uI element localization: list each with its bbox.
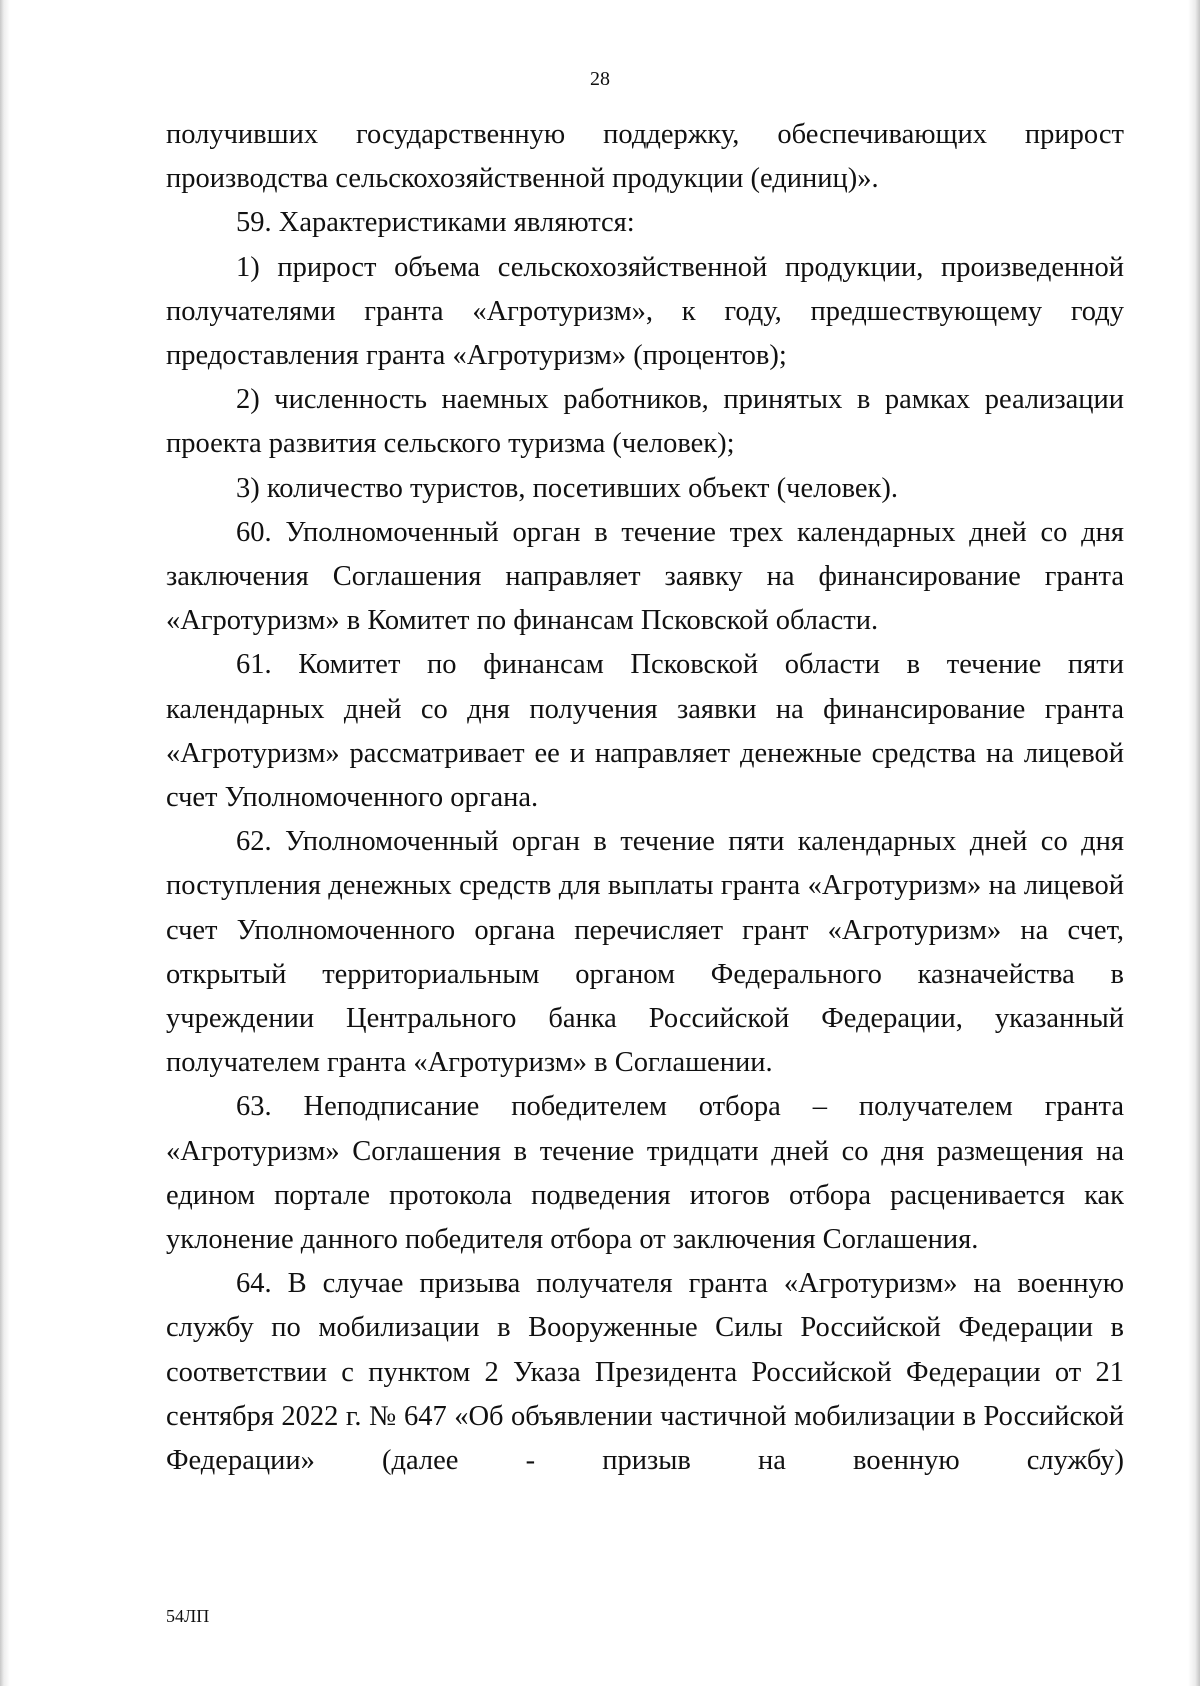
paragraph-62: 62. Уполномоченный орган в течение пяти календарных дней со дня поступления денежных средств для выплаты гранта «Агротуризм» на лицевой счет Уполномоченного органа перечисляет грант «Агротуризм» на счет, открытый территориальным органом Федерального казначейства в учреждении Центрального банка Российской Федерации, указанный получателем гранта «Агротуризм» в Соглашении. [166, 826, 1124, 1079]
document-code: 54ЛП [166, 1606, 210, 1626]
paragraph-63: 63. Неподписание победителем отбора – получателем гранта «Агротуризм» Соглашения в течение тридцати дней со дня размещения на едином портале протокола подведения итогов отбора расценивается как уклонение данного победителя отбора от заключения Соглашения. [166, 1091, 1124, 1256]
paragraph-59-item-2: 2) численность наемных работников, принятых в рамках реализации проекта развития сельского туризма (человек); [166, 384, 1124, 460]
paragraph-continuation: получивших государственную поддержку, обеспечивающих прирост производства сельскохозяйственной продукции (единиц)». [166, 119, 1124, 195]
paragraph-60: 60. Уполномоченный орган в течение трех календарных дней со дня заключения Соглашения направляет заявку на финансирование гранта «Агротуризм» в Комитет по финансам Псковской области. [166, 516, 1124, 637]
document-body [166, 113, 1124, 1483]
paragraph-59-item-1: 1) прирост объема сельскохозяйственной продукции, произведенной получателями гранта «Агротуризм», к году, предшествующему году предоставления гранта «Агротуризм» (процентов); [166, 251, 1124, 372]
paragraph-61: 61. Комитет по финансам Псковской области в течение пяти календарных дней со дня получения заявки на финансирование гранта «Агротуризм» рассматривает ее и направляет денежные средства на лицевой счет Уполномоченного органа. [166, 649, 1124, 814]
page-number: 28 [590, 68, 610, 90]
scan-edge-left [0, 0, 10, 1686]
paragraph-59-item-3: 3) количество туристов, посетивших объект (человек). [236, 472, 898, 504]
scan-edge-right [1188, 0, 1200, 1686]
paragraph-64: 64. В случае призыва получателя гранта «Агротуризм» на военную службу по мобилизации в Вооруженные Силы Российской Федерации в соответствии с пунктом 2 Указа Президента Российской Федерации от 21 сентября 2022 г. № 647 «Об объявлении частичной мобилизации в Российской Федерации» (далее - призыв на военную службу) [166, 1268, 1124, 1477]
paragraph-59: 59. Характеристиками являются: [236, 207, 635, 239]
